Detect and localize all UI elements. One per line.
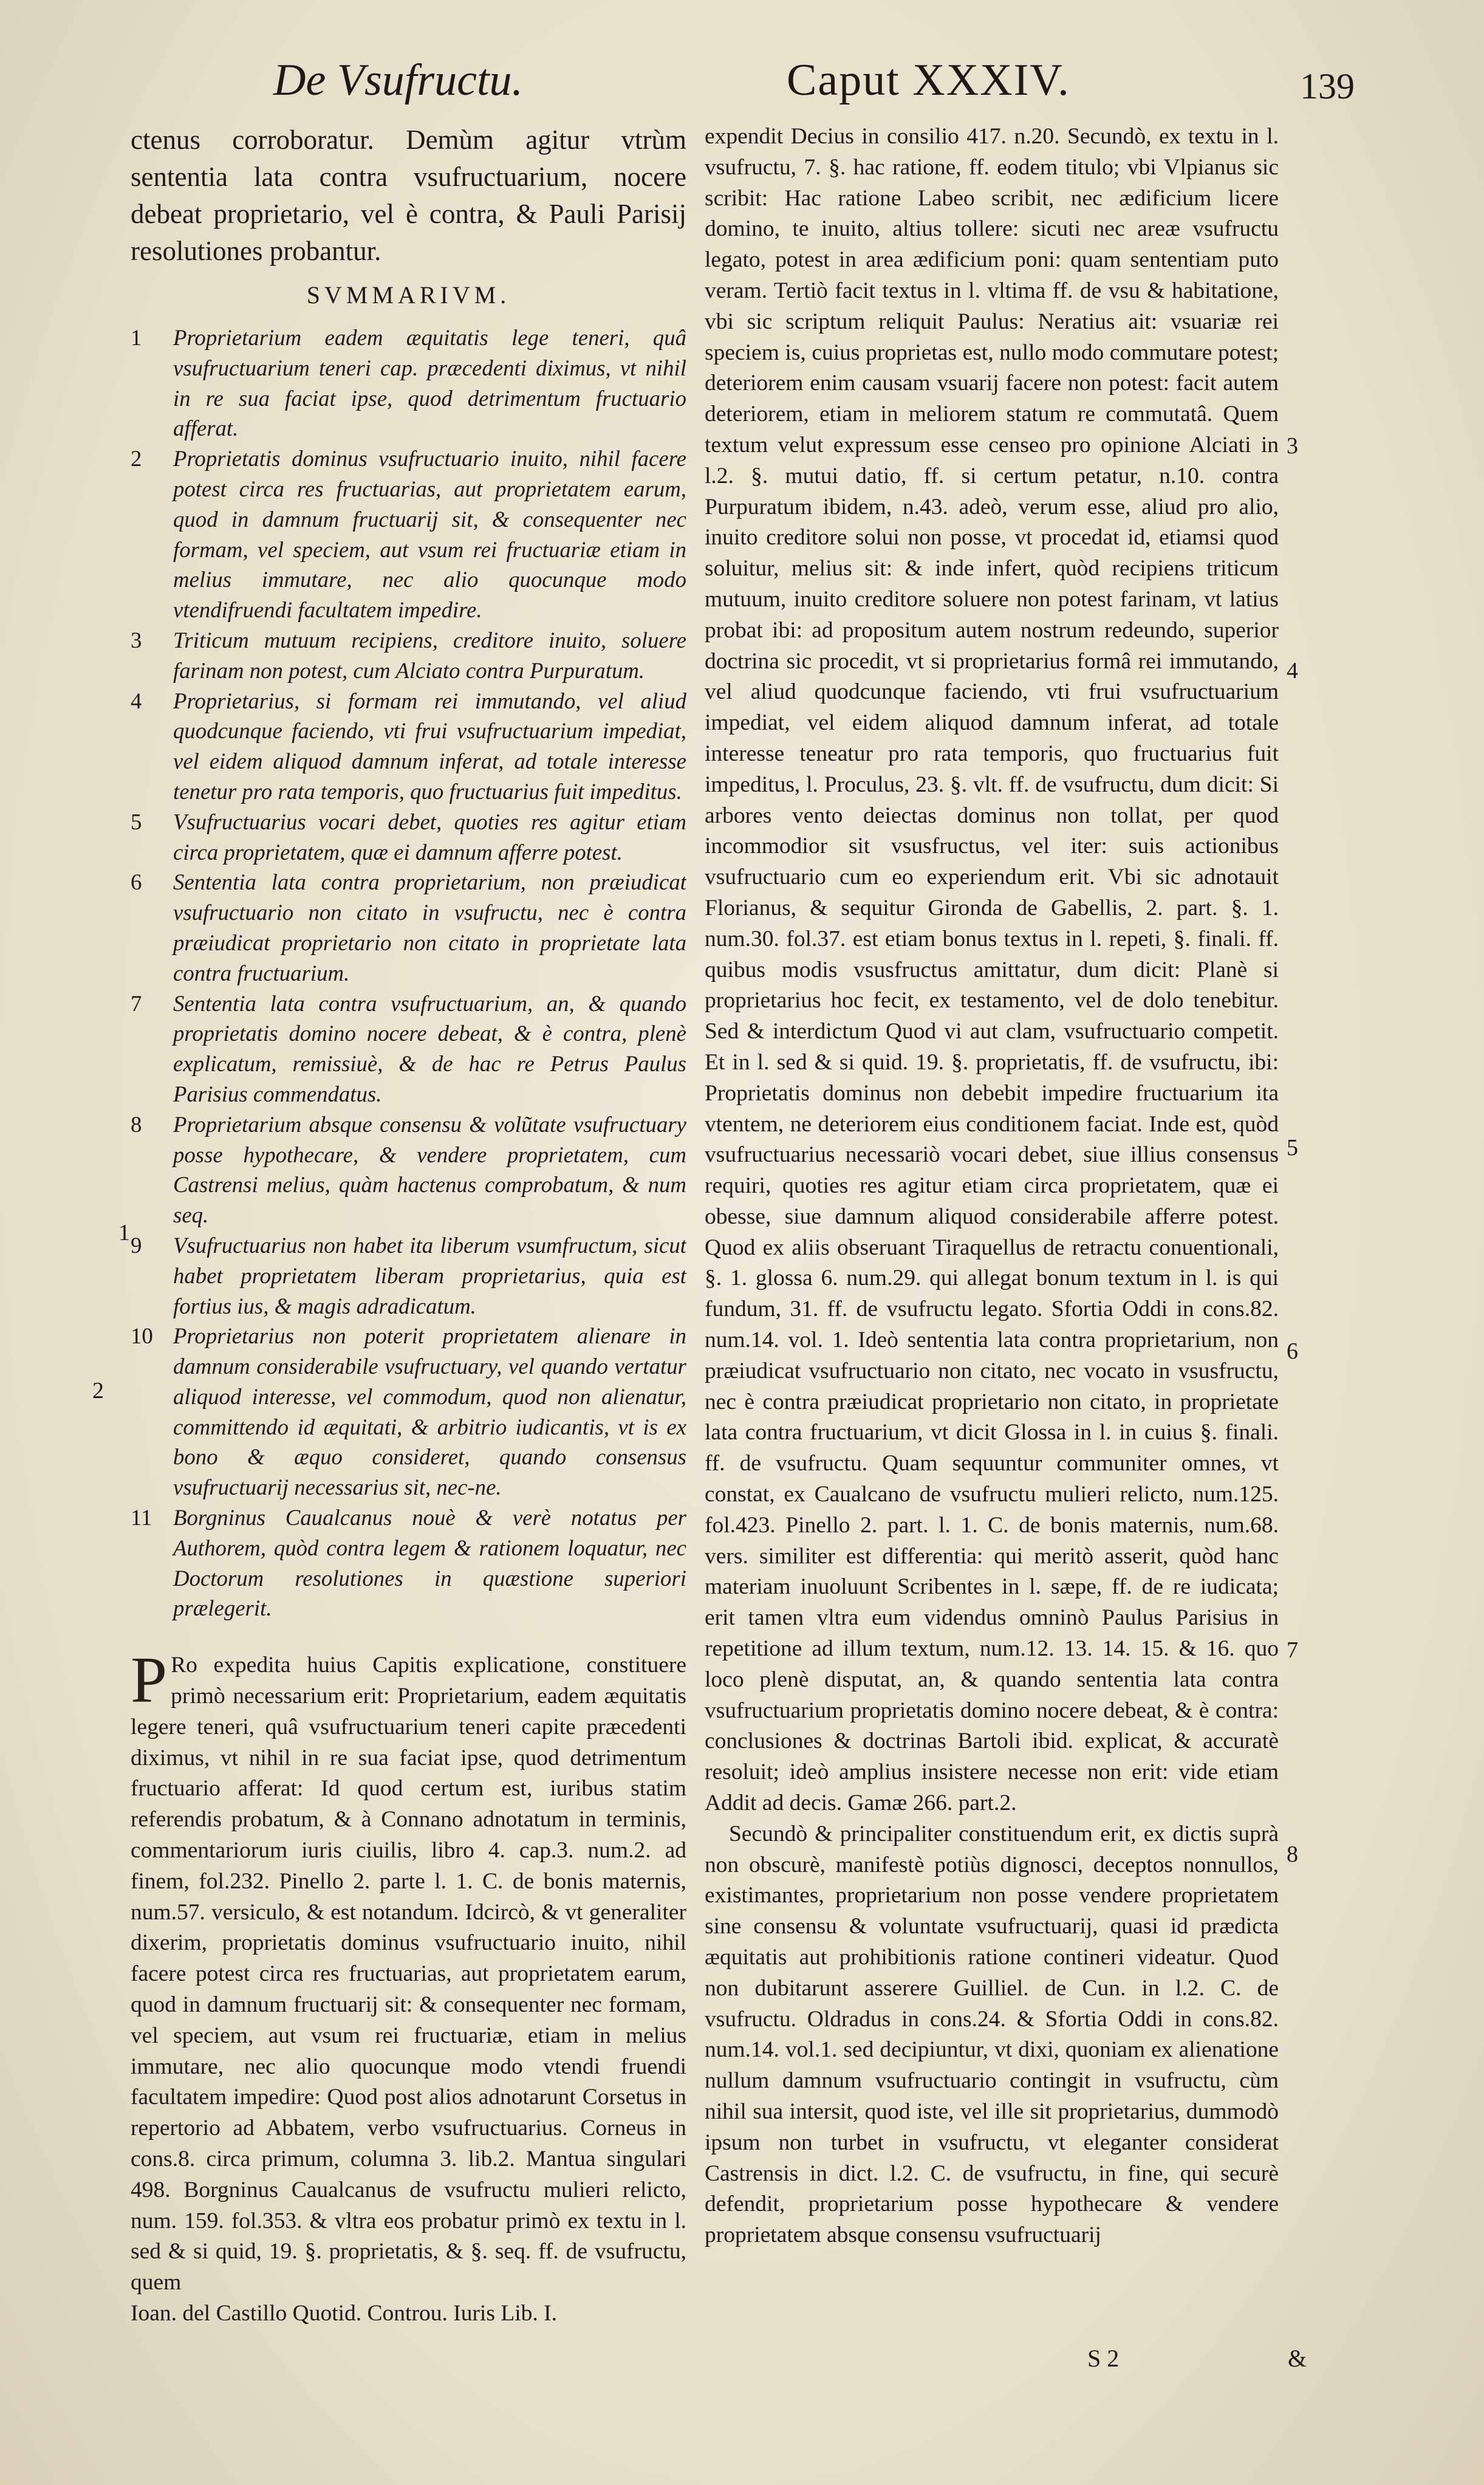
summary-item xyxy=(131,1230,686,1321)
right-column xyxy=(705,122,1279,2333)
page-number: 139 xyxy=(1300,66,1355,106)
running-head-chapter: Caput XXXIV. xyxy=(787,55,1070,105)
body-text-right: expendit Decius in consilio 417. n.20. Secundò, ex textu in l. vsufructu, 7. §. hac ratione, ff. eodem titulo; vbi Vlpianus sic scribit: Hac ratione Labeo scribit, nec ædificium licere domino, te inuito, altius tollere: sicuti nec areæ vsufructu legato, potest in area ædificium poni: quam sententiam puto veram. Tertiò facit textus in l. vltima ff. de vsu & habitatione, vbi sic scriptum reliquit Paulus: Neratius ait: vsuariæ rei speciem is, cuius proprietas est, nullo modo commutare potest; deteriorem enim causam vsuarij facere non potest: facit autem deteriorem, etiam in meliorem statum re commutatâ. Quem textum velut expressum esse censeo pro opinione Alciati in l.2. §. mutui datio, ff. si certum petatur, n.10. contra Purpuratum ibidem, n.43. adeò, verum esse, aliud pro alio, inuito creditore solui non posse, vt procedat id, etiamsi quod soluitur, melius sit: & inde infert, quòd recipiens triticum mutuum, inuito creditore soluere non potest farinam, vt latius probat ibi: ad propositum autem nostrum redeundo, superior doctrina sic procedit, vt si proprietarius formâ rei immutando, vel aliud quodcunque faciendo, vti frui vsufructuarium impediat, vel eidem aliquod damnum inferat, ad totale interesse teneatur pro rata temporis, quo fructuarius fuit impeditus, l. Proculus, 23. §. vlt. ff. de vsufructu, dum dicit: Si arbores vento deiectas dominus non tollat, per quod incommodior sit vsusfructus, vel iter: suis actionibus vsufructuario cum eo experiendum erit. Vbi sic adnotauit Florianus, & sequitur Gironda de Gabellis, 2. part. §. 1. num.30. fol.37. est etiam bonus textus in l. repeti, §. finali. ff. quibus modis vsusfructus amittatur, dum dicit: Planè si proprietarius hoc fecit, ex testamento, vel de dolo tenebitur. Sed & interdictum Quod vi aut clam, vsufructuario competit. Et in l. sed & si quid. 19. §. proprietatis, ff. de vsufructu, ibi: Proprietatis dominus non debebit impedire fructuarium ita vtentem, ne deteriorem eius conditionem faciat. Inde est, quòd vsufructuarius necessariò vocari debet, siue illius consensus requiri, quoties res agitur etiam circa proprietatem, quæ ei obesse, siue damnum aliquod considerabile afferre potest. Quod ex aliis obseruant Tiraquellus de retractu conuentionali, §. 1. glossa 6. num.29. qui allegat bonum textum in l. is qui fundum, 31. ff. de vsufructu legato. Sfortia Oddi in cons.82. num.14. vol. 1. Ideò sententia lata contra proprietarium, non præiudicat vsufructuario non citato, nec vocato in vsusfructu, nec è contra præiudicat proprietario non citato, in proprietate lata contra fructuarium, vt dicit Glossa in l. in cuius §. finali. ff. de vsufructu. Quam sequuntur communiter omnes, vt constat, ex Caualcano de vsufructu mulieri relicto, num.125. fol.423. Pinello 2. part. l. 1. C. de bonis maternis, num.68. vers. similiter est differentia: qui meritò asserit, quòd hanc materiam inuoluunt Scribentes in l. sæpe, ff. de re iudicata; erit tamen vltra eum videndus omninò Paulus Parisius in repetitione ad illum textum, num.12. 13. 14. 15. & 16. quo loco plenè disputat, an, & quando sententia lata contra vsufructuarium proprietatis domino nocere debeat, & è contra: conclusiones & doctrinas Bartoli ibid. explicat, & accuratè resoluit; ideò amplius insistere necesse non erit: vide etiam Addit ad decis. Gamæ 266. part.2. xyxy=(705,124,1279,1816)
summary-item-number: 5 xyxy=(131,809,142,834)
summary-item-number: 11 xyxy=(131,1505,152,1530)
summary-item-number: 8 xyxy=(131,1111,142,1137)
summary-title: SVMMARIVM. xyxy=(306,281,511,309)
body-text-left: Ro expedita huius Capitis explicatione, constituere primò necessarium erit: Proprietarium, eadem æquitatis legere teneri, quâ vsufructuarium teneri capite præcedenti diximus, vt nihil in re sua faciat ipse, quod detrimentum fructuario afferat: Id quod certum est, iuribus statim referendis probatum, & à Connano adnotatum in terminis, commentariorum iuris ciuilis, libro 4. cap.3. num.2. ad finem, fol.232. Pinello 2. parte l. 1. C. de bonis maternis, num.57. versiculo, & est notandum. Idcircò, & vt generaliter dixerim, proprietatis dominus vsufructuario inuito, nihil facere potest circa res fructuarias, aut proprietatem earum, quod in damnum fructuarij sit: & consequenter nec formam, vel speciem, aut vsum rei fructuariæ, etiam in melius immutare, nec alio quocunque modo vtendi fruendi facultatem impedire: Quod post alios adnotarunt Corsetus in repertorio ad Abbatem, verbo vsufructuarius. Corneus in cons.8. circa primum, columna 3. lib.2. Mantua singulari 498. Borgninus Caualcanus de vsufructu mulieri relicto, num. 159. fol.353. & vltra eos probatur primò ex textu in l. sed & si quid, 19. §. proprietatis, & §. seq. ff. de vsufructu, quem xyxy=(131,1653,686,2295)
left-column xyxy=(131,122,686,2333)
summary-item-text: Sententia lata contra vsufructuarium, an, & quando proprietatis domino nocere debeat, & è contra, plenè explicatum, remissiuè, & de hac re Petrus Paulus Parisius commendatus. xyxy=(173,990,686,1106)
summary-item-number: 7 xyxy=(131,990,142,1016)
margin-number: 3 xyxy=(1287,433,1298,459)
catchword: & xyxy=(1288,2345,1307,2372)
summary-item-text: Proprietarius, si formam rei immutando, vel aliud quodcunque faciendo, vti frui vsufructuarium impediat, vel eidem aliquod damnum inferat, ad totale interesse tenetur pro rata temporis, quo fructuarius fuit impeditus. xyxy=(173,688,686,804)
summary-item-number: 10 xyxy=(131,1323,153,1349)
margin-number: 5 xyxy=(1287,1135,1298,1160)
summary-item xyxy=(131,807,686,868)
summary-item-text: Proprietatis dominus vsufructuario inuito, nihil facere potest circa res fructuarias, aut proprietatem earum, quod in damnum fructuarij sit, & consequenter nec formam, vel speciem, aut vsum rei fructuariæ etiam in melius immutare, nec alio quocunque modo vtendifruendi facultatem impedire. xyxy=(173,446,686,623)
margin-number: 2 xyxy=(92,1378,104,1404)
summary-item xyxy=(131,1503,686,1623)
body-paragraph-left xyxy=(131,1644,686,2298)
margin-number: 8 xyxy=(1287,1842,1298,1867)
body-text-right-second: Secundò & principaliter constituendum erit, ex dictis suprà non obscurè, manifestè potiùs dignosci, deceptos nonnullos, existimantes, proprietarium non posse vendere proprietatem sine consensu & voluntate vsufructuarij, quasi id prædicta æquitatis aut prohibitionis ratione contineri videatur. Quod non dubitarunt asserere Guilliel. de Cun. in l.2. C. de vsufructu. Oldradus in cons.24. & Sfortia Oddi in cons.82. num.14. vol.1. sed decipiuntur, vt dixi, quoniam ex alienatione nullum damnum vsufructuario contingit in vsufructu, cùm nihil sua intersit, quod iste, vel ille sit proprietarius, dummodò ipsum non turbet in vsufructu, vt eleganter considerat Castrensis in dict. l.2. C. de vsufructu, in fine, qui securè defendit, proprietarium posse hypothecare & vendere proprietatem absque consensu vsufructuarij xyxy=(705,1821,1279,2248)
summary-item-number: 9 xyxy=(131,1232,142,1258)
summary-item xyxy=(131,686,686,807)
summary-item-number: 3 xyxy=(131,627,142,653)
summary-item-number: 4 xyxy=(131,688,142,713)
summary-item-text: Borgninus Caualcanus nouè & verè notatus per Authorem, quòd contra legem & rationem loquatur, nec Doctorum resolutiones in quæstione superiori prælegerit. xyxy=(173,1505,686,1621)
summary-item-text: Proprietarium eadem æquitatis lege teneri, quâ vsufructuarium teneri cap. præcedenti diximus, vt nihil in re sua faciat ipse, quod detrimentum fructuario afferat. xyxy=(173,325,686,441)
intro-paragraph: ctenus corroboratur. Demùm agitur vtrùm sententia lata contra vsufructuarium, nocere debeat proprietario, vel è contra, & Pauli Parisij resolutiones probantur. xyxy=(131,125,686,266)
summary-item xyxy=(131,625,686,686)
summary-item-text: Sententia lata contra proprietarium, non præiudicat vsufructuario non citato in vsufructu, nec è contra præiudicat proprietario non citato in proprietate lata contra fructuarium. xyxy=(173,869,686,985)
summary-item xyxy=(131,989,686,1109)
margin-number: 4 xyxy=(1287,658,1298,684)
summary-item-text: Proprietarium absque consensu & volũtate vsufructuary posse hypothecare, & vendere proprietatem, cum Castrensi melius, quàm hactenus comprobatum, & num seq. xyxy=(173,1111,686,1228)
margin-number: 6 xyxy=(1287,1338,1298,1364)
summary-item xyxy=(131,323,686,444)
margin-number: 1 xyxy=(118,1220,130,1246)
drop-cap: P xyxy=(131,1644,168,1717)
summary-item-number: 1 xyxy=(131,325,142,350)
summary-item-text: Vsufructuarius vocari debet, quoties res agitur etiam circa proprietatem, quæ ei damnum afferre potest. xyxy=(173,809,686,865)
summary-item-text: Triticum mutuum recipiens, creditore inuito, soluere farinam non potest, cum Alciato contra Purpuratum. xyxy=(173,627,686,683)
running-head-left: De Vsufructu. xyxy=(273,55,524,105)
signature-mark: S 2 xyxy=(1087,2345,1120,2372)
footer-line-left: Ioan. del Castillo Quotid. Controu. Iuris Lib. I. xyxy=(131,2301,558,2326)
summary-item xyxy=(131,867,686,988)
summary-item-text: Vsufructuarius non habet ita liberum vsumfructum, sicut habet proprietatem liberam proprietarius, quia est fortius ius, & magis adradicatum. xyxy=(173,1232,686,1318)
summary-item-text: Proprietarius non poterit proprietatem alienare in damnum considerabile vsufructuary, vel quando vertatur aliquod interesse, vel commodum, quod non alienatur, committendo id æquitati, & arbitrio iudicantis, vt is ex bono & æquo consideret, quando consensus vsufructuarij necessarius sit, nec-ne. xyxy=(173,1323,686,1500)
summary-item xyxy=(131,1321,686,1503)
summary-list xyxy=(131,323,686,1623)
summary-item xyxy=(131,1109,686,1230)
summary-item-number: 2 xyxy=(131,446,142,471)
summary-item xyxy=(131,444,686,625)
margin-number: 7 xyxy=(1287,1637,1298,1663)
summary-item-number: 6 xyxy=(131,869,142,895)
